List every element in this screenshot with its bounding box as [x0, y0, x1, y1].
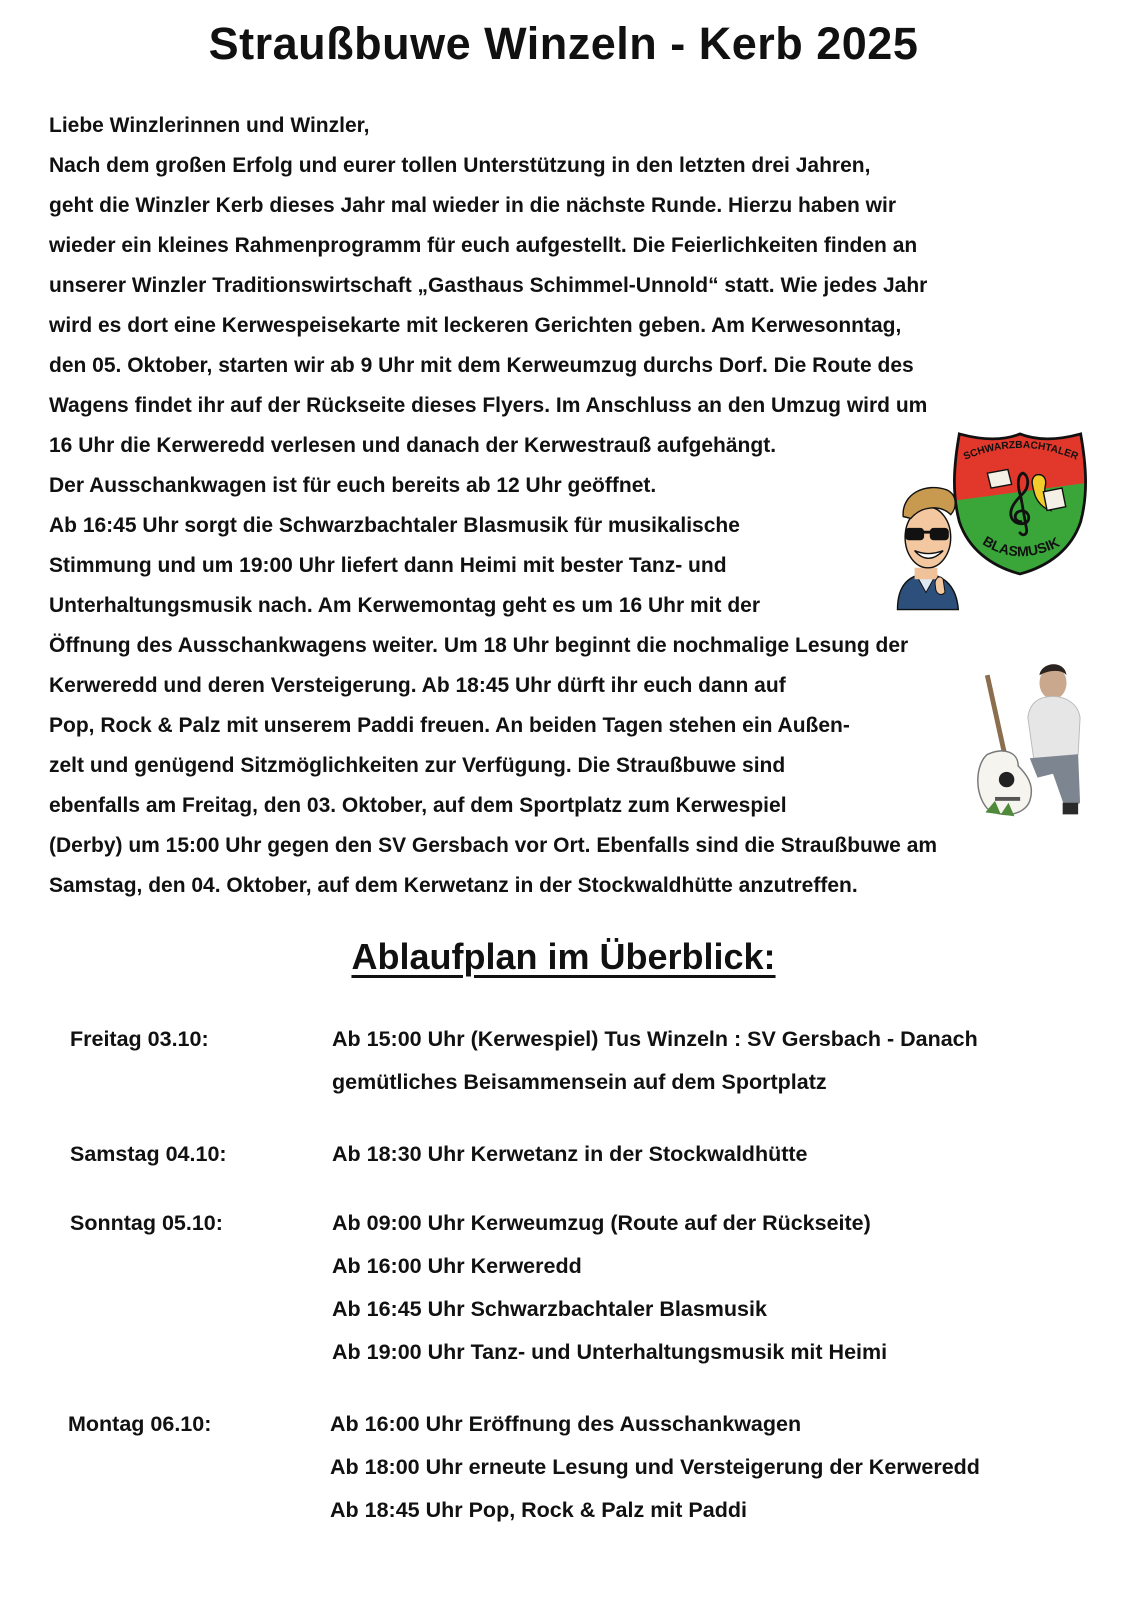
intro-line: Öffnung des Ausschankwagens weiter. Um 18 Uhr beginnt die nochmalige Lesung der	[49, 634, 909, 657]
intro-line: Wagens findet ihr auf der Rückseite dieses Flyers. Im Anschluss an den Umzug wird um	[49, 394, 928, 417]
blasmusik-logo	[950, 428, 1090, 578]
intro-line: 16 Uhr die Kerweredd verlesen und danach der Kerwestrauß aufgehängt.	[49, 434, 777, 457]
day-entries	[332, 1018, 978, 1104]
sheet-music-icon	[1043, 488, 1065, 510]
intro-line: geht die Winzler Kerb dieses Jahr mal wieder in die nächste Runde. Hierzu haben wir	[49, 194, 897, 217]
day-entries	[332, 1133, 808, 1176]
schedule-entry: Ab 16:00 Uhr Eröffnung des Ausschankwagen	[330, 1412, 802, 1436]
guitar-player-icon	[966, 656, 1082, 820]
intro-line: Unterhaltungsmusik nach. Am Kerwemontag geht es um 16 Uhr mit der	[49, 594, 761, 617]
schedule-heading	[0, 936, 1127, 978]
day-entries	[332, 1202, 887, 1374]
intro-line: wird es dort eine Kerwespeisekarte mit leckeren Gerichten geben. Am Kerwesonntag,	[49, 314, 902, 337]
day-label: Freitag 03.10:	[70, 1027, 209, 1051]
page-title: Straußbuwe Winzeln - Kerb 2025	[208, 18, 919, 69]
intro-line: Samstag, den 04. Oktober, auf dem Kerwetanz in der Stockwaldhütte anzutreffen.	[49, 874, 858, 897]
intro-line: den 05. Oktober, starten wir ab 9 Uhr mit dem Kerweumzug durchs Dorf. Die Route des	[49, 354, 914, 377]
intro-line: Kerweredd und deren Versteigerung. Ab 18:45 Uhr dürft ihr euch dann auf	[49, 674, 786, 697]
schedule-entry: Ab 09:00 Uhr Kerweumzug (Route auf der Rückseite)	[332, 1211, 871, 1235]
intro-line: Ab 16:45 Uhr sorgt die Schwarzbachtaler Blasmusik für musikalische	[49, 514, 740, 537]
schedule-entry: Ab 18:00 Uhr erneute Lesung und Versteigerung der Kerweredd	[330, 1455, 980, 1479]
logo-top-text: SCHWARZBACHTALER	[962, 439, 1080, 463]
intro-line: Liebe Winzlerinnen und Winzler,	[49, 114, 370, 137]
schedule-entry: Ab 18:45 Uhr Pop, Rock & Palz mit Paddi	[330, 1498, 747, 1522]
scroll-icon	[987, 469, 1011, 488]
intro-line: ebenfalls am Freitag, den 03. Oktober, auf dem Sportplatz zum Kerwespiel	[49, 794, 787, 817]
schedule-heading-text: Ablaufplan im Überblick:	[351, 936, 776, 977]
heimi-caricature-image	[888, 478, 964, 612]
schedule-entry: Ab 16:00 Uhr Kerweredd	[332, 1254, 582, 1278]
intro-line: Stimmung und um 19:00 Uhr liefert dann Heimi mit bester Tanz- und	[49, 554, 727, 577]
logo-bottom-text: BLASMUSIK	[980, 532, 1062, 560]
intro-line: unserer Winzler Traditionswirtschaft „Gasthaus Schimmel-Unnold“ statt. Wie jedes Jahr	[49, 274, 928, 297]
paddi-guitar-image	[966, 656, 1082, 820]
schedule-entry: Ab 18:30 Uhr Kerwetanz in der Stockwaldhütte	[332, 1142, 808, 1166]
day-label: Sonntag 05.10:	[70, 1211, 223, 1235]
day-entries	[330, 1403, 980, 1532]
intro-line: (Derby) um 15:00 Uhr gegen den SV Gersbach vor Ort. Ebenfalls sind die Straußbuwe am	[49, 834, 938, 857]
day-label: Samstag 04.10:	[70, 1142, 227, 1166]
schedule-entry: Ab 16:45 Uhr Schwarzbachtaler Blasmusik	[332, 1297, 767, 1321]
shield-icon	[950, 428, 1090, 578]
caricature-icon	[888, 478, 964, 612]
intro-line: zelt und genügend Sitzmöglichkeiten zur Verfügung. Die Straußbuwe sind	[49, 754, 786, 777]
schedule-entry: Ab 15:00 Uhr (Kerwespiel) Tus Winzeln : SV Gersbach - Danach	[332, 1027, 978, 1051]
intro-line: Der Ausschankwagen ist für euch bereits ab 12 Uhr geöffnet.	[49, 474, 657, 497]
day-label: Montag 06.10:	[68, 1412, 212, 1436]
schedule-entry: gemütliches Beisammensein auf dem Sportplatz	[332, 1070, 827, 1094]
schedule-entry: Ab 19:00 Uhr Tanz- und Unterhaltungsmusik mit Heimi	[332, 1340, 888, 1364]
intro-line: wieder ein kleines Rahmenprogramm für euch aufgestellt. Die Feierlichkeiten finden an	[49, 234, 918, 257]
intro-line: Nach dem großen Erfolg und eurer tollen Unterstützung in den letzten drei Jahren,	[49, 154, 871, 177]
intro-line: Pop, Rock & Palz mit unserem Paddi freuen. An beiden Tagen stehen ein Außen-	[49, 714, 850, 737]
